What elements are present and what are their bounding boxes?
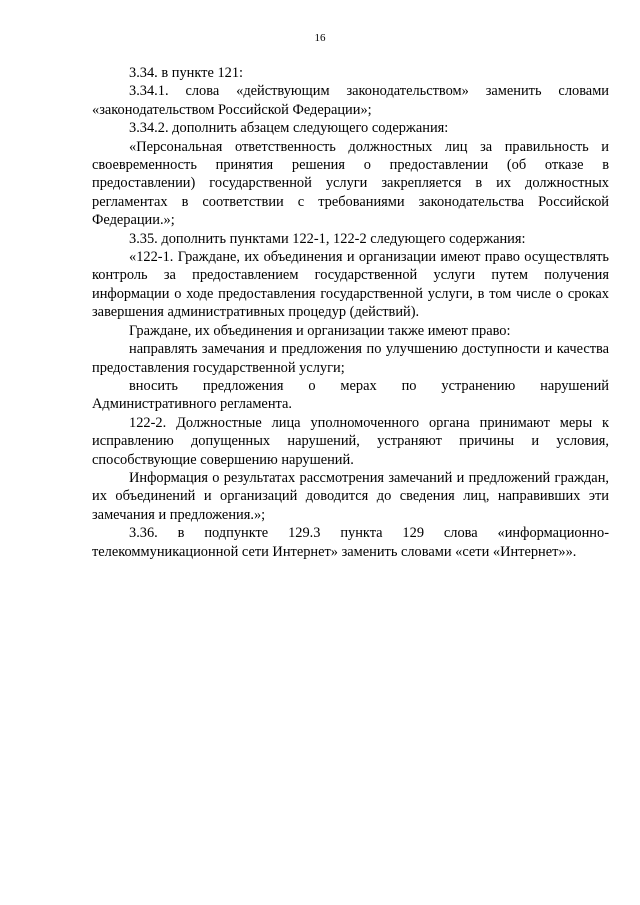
- paragraph-send-remarks: направлять замечания и предложения по улучшению доступности и качества предоставления государственной услуги;: [92, 341, 609, 376]
- paragraph-3-35: 3.35. дополнить пунктами 122-1, 122-2 следующего содержания:: [129, 230, 526, 247]
- paragraph-3-34-1: 3.34.1. слова «действующим законодательством» заменить словами «законодательством Российской Федерации»;: [92, 83, 609, 118]
- page-number: 16: [314, 32, 326, 44]
- paragraph-122-2: 122-2. Должностные лица уполномоченного органа принимают меры к исправлению допущенных нарушений, устраняют причины и условия, способствующие совершению нарушений.: [92, 414, 609, 468]
- paragraph-122-1: «122-1. Граждане, их объединения и организации имеют право осуществлять контроль за предоставлением государственной услуги путем получения информации о ходе предоставления государственной услуги, в том числе о сроках завершения административных процедур (действий).: [92, 249, 609, 321]
- paragraph-review-results: Информация о результатах рассмотрения замечаний и предложений граждан, их объединений и организаций доводится до сведения лиц, направивших эти замечания и предложения.»;: [92, 469, 609, 523]
- paragraph-responsibility-quote: «Персональная ответственность должностных лиц за правильность и своевременность принятия решения о предоставлении (об отказе в предоставлении) государственной услуги закрепляется в их должностных регламентах в соответствии с требованиями законодательства Российской Федерации.»;: [92, 138, 609, 229]
- paragraph-3-34-2: 3.34.2. дополнить абзацем следующего содержания:: [129, 120, 449, 137]
- paragraph-3-34: 3.34. в пункте 121:: [129, 65, 244, 81]
- paragraph-citizens-rights: Граждане, их объединения и организации также имеют право:: [129, 322, 511, 339]
- paragraph-submit-proposals: вносить предложения о мерах по устранению нарушений Административного регламента.: [92, 377, 609, 413]
- document-body: [92, 64, 609, 561]
- paragraph-3-36: 3.36. в подпункте 129.3 пункта 129 слова «информационно-телекоммуникационной сети Интернет» заменить словами «сети «Интернет»».: [92, 525, 609, 560]
